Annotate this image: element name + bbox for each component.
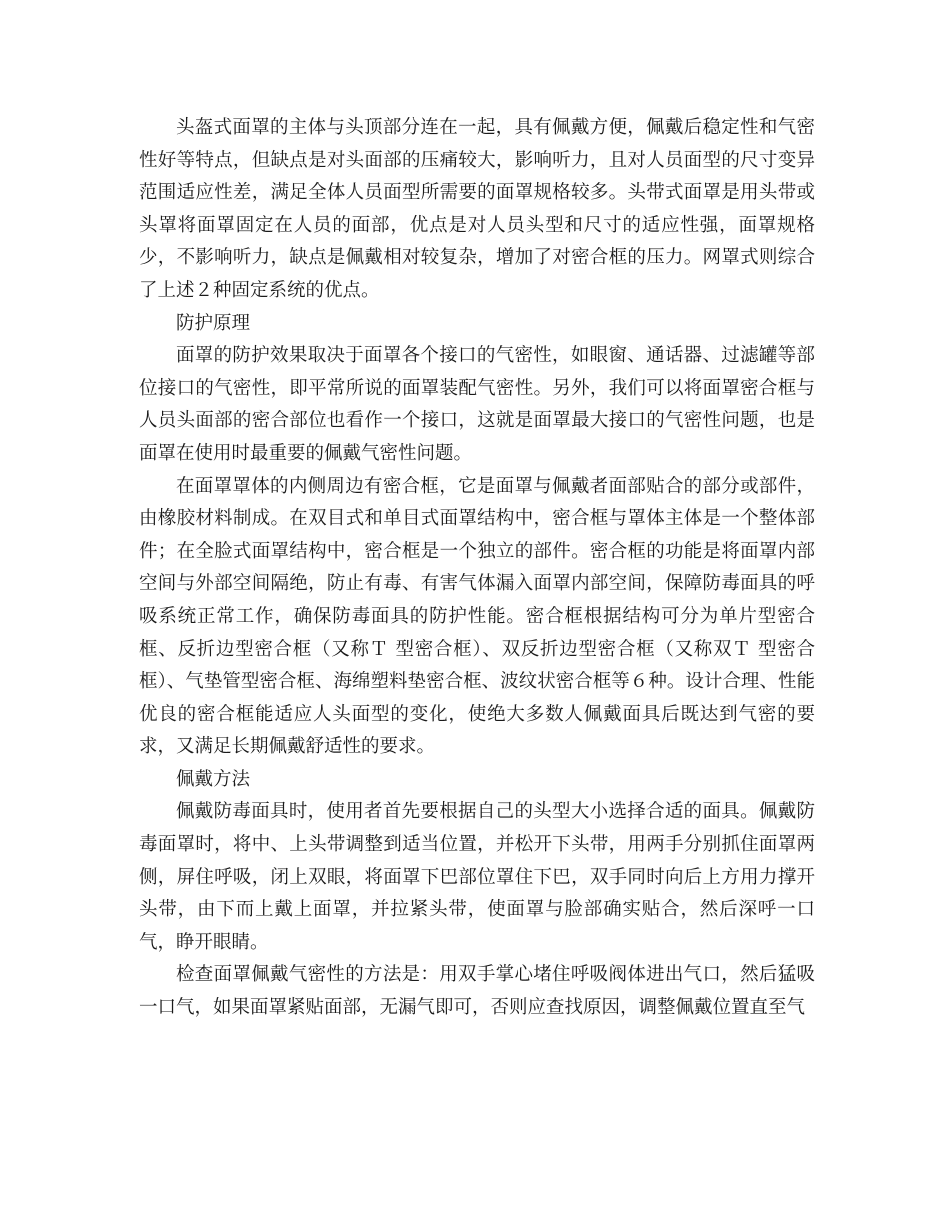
paragraph-airtightness-check: 检查面罩佩戴气密性的方法是：用双手掌心堵住呼吸阀体进出气口，然后猛吸一口气，如果面罩紧贴面部，无漏气即可，否则应查找原因，调整佩戴位置直至气 [139, 964, 815, 1019]
section-heading-wearing-method: 佩戴方法 [176, 768, 251, 790]
paragraph-protection-effect: 面罩的防护效果取决于面罩各个接口的气密性，如眼窗、通话器、过滤罐等部位接口的气密性，即平常所说的面罩装配气密性。另外，我们可以将面罩密合框与人员头面部的密合部位也看作一个接口，这就是面罩最大接口的气密性问题，也是面罩在使用时最重要的佩戴气密性问题。 [139, 345, 815, 464]
section-heading-protection-principle: 防护原理 [176, 312, 251, 334]
paragraph-wearing-steps: 佩戴防毒面具时，使用者首先要根据自己的头型大小选择合适的面具。佩戴防毒面罩时，将中、上头带调整到适当位置，并松开下头带，用两手分别抓住面罩两侧，屏住呼吸，闭上双眼，将面罩下巴部位罩住下巴，双手同时向后上方用力撑开头带，由下而上戴上面罩，并拉紧头带，使面罩与脸部确实贴合，然后深呼一口气，睁开眼睛。 [139, 801, 815, 953]
paragraph-sealing-frame: 在面罩罩体的内侧周边有密合框，它是面罩与佩戴者面部贴合的部分或部件，由橡胶材料制成。在双目式和单目式面罩结构中，密合框与罩体主体是一个整体部件；在全脸式面罩结构中，密合框是一个独立的部件。密合框的功能是将面罩内部空间与外部空间隔绝，防止有毒、有害气体漏入面罩内部空间，保障防毒面具的呼吸系统正常工作，确保防毒面具的防护性能。密合框根据结构可分为单片型密合框、反折边型密合框（又称Ｔ 型密合框）、双反折边型密合框（又称双Ｔ 型密合框）、气垫管型密合框、海绵塑料垫密合框、波纹状密合框等６种。设计合理、性能优良的密合框能适应人头面型的变化，使绝大多数人佩戴面具后既达到气密的要求，又满足长期佩戴舒适性的要求。 [139, 475, 815, 758]
paragraph-helmet-headband-mask: 头盔式面罩的主体与头顶部分连在一起，具有佩戴方便，佩戴后稳定性和气密性好等特点，但缺点是对头面部的压痛较大，影响听力，且对人员面型的尺寸变异范围适应性差，满足全体人员面型所需要的面罩规格较多。头带式面罩是用头带或头罩将面罩固定在人员的面部，优点是对人员头型和尺寸的适应性强，面罩规格少，不影响听力，缺点是佩戴相对较复杂，增加了对密合框的压力。网罩式则综合了上述２种固定系统的优点。 [139, 117, 815, 301]
document-body [139, 112, 815, 1025]
